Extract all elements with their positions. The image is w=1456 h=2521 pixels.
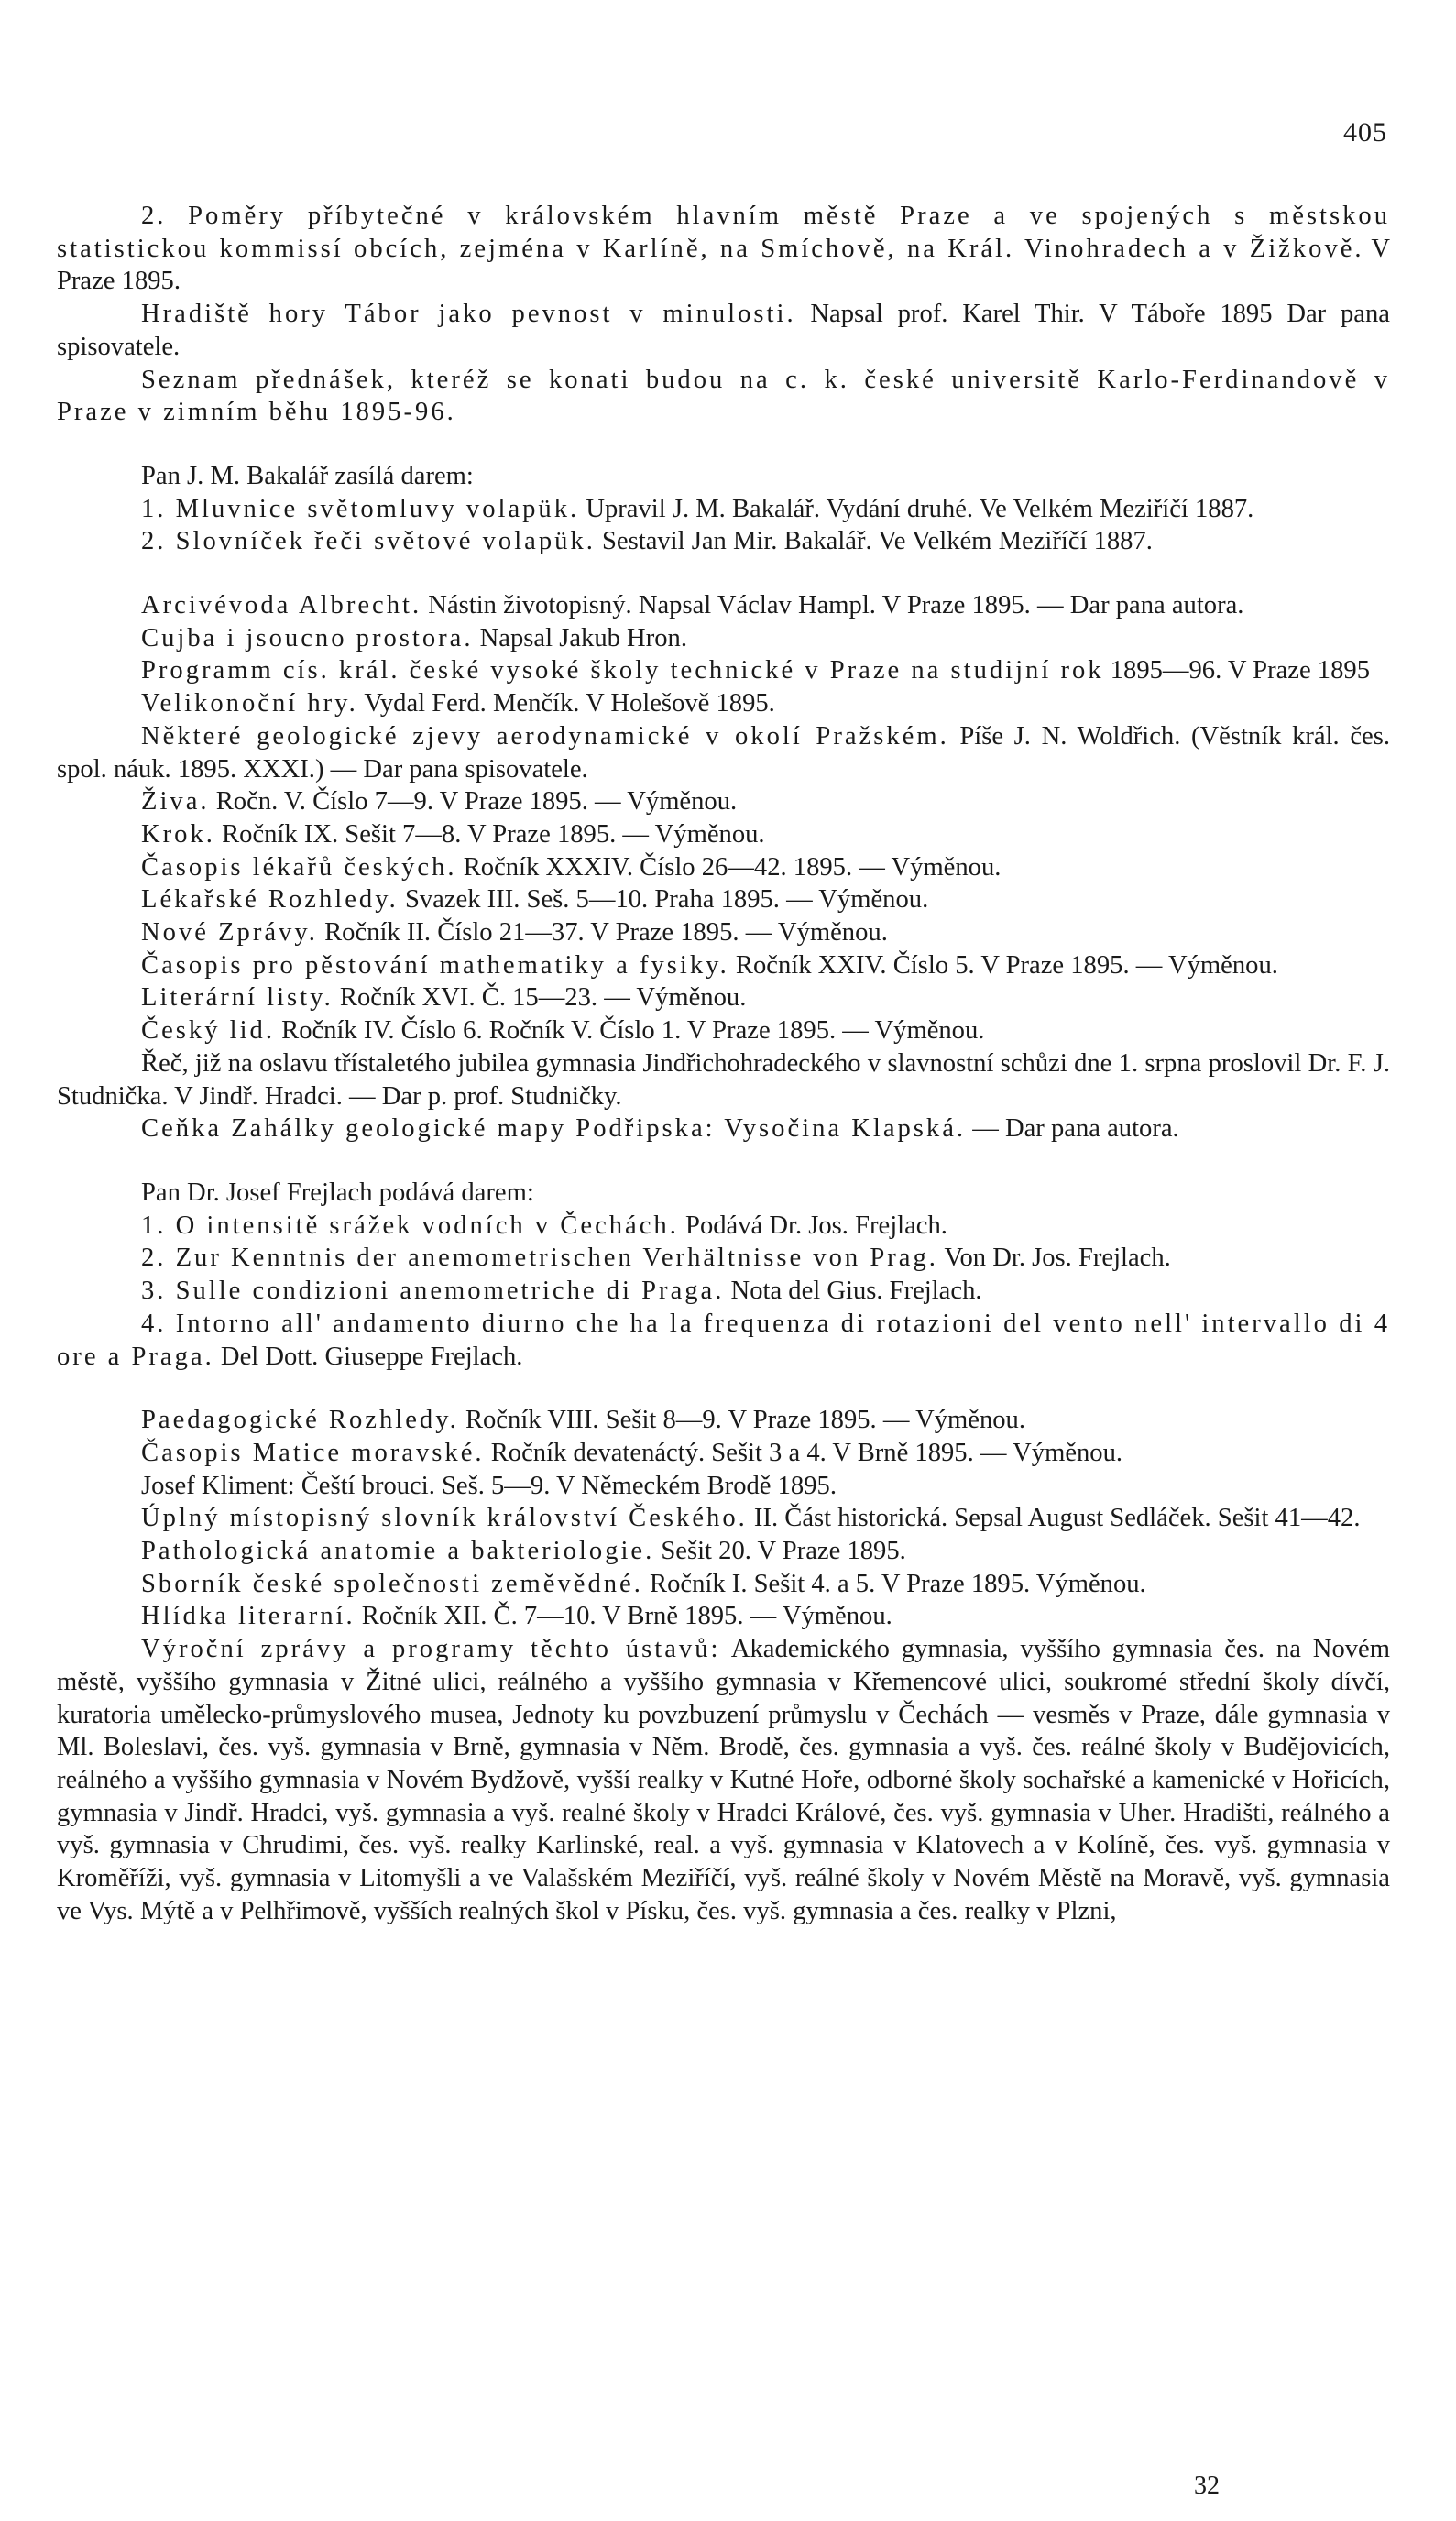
entry-details: Řeč, již na oslavu třístaletého jubilea gymnasia Jindřichohradeckého v slavnostní schůzi dne 1. srpna proslovil Dr. F. J. Studnička. V Jindř. Hradci. — Dar p. prof. Studničky. [57,1048,1390,1111]
section-gap [57,429,1390,460]
entry-title: 2. Slovníček řeči světové volapük. [141,527,596,556]
entry-title: 1. O intensitě srážek vodních v Čechách. [141,1211,679,1240]
entry-details: Ročník II. Číslo 21—37. V Praze 1895. — Výměnou. [317,918,888,948]
entry-details: Upravil J. M. Bakalář. Vydání druhé. Ve Velkém Meziříčí 1887. [579,494,1254,523]
entry-title: Časopis lékařů českých. [141,852,457,882]
entry-title: Úplný místopisný slovník království Českého. [141,1504,748,1533]
catalog-entry [57,1047,1390,1113]
catalog-entry [57,1568,1390,1601]
catalog-entry [57,1210,1390,1243]
entry-title: Programm cís. král. české vysoké školy technické v Praze na studijní rok [141,656,1104,685]
entry-details: Ročník VIII. Sešit 8—9. V Praze 1895. — Výměnou. [458,1406,1025,1435]
catalog-entry [57,916,1390,949]
entry-title: Velikonoční hry. [141,689,358,718]
entry-title: Časopis pro pěstování mathematiky a fysiky. [141,950,729,980]
entry-details: Pan Dr. Josef Frejlach podává darem: [141,1178,534,1207]
entry-title: Hlídka literarní. [141,1602,356,1631]
entry-details: Ročník XII. Č. 7—10. V Brně 1895. — Výměnou. [355,1602,892,1631]
catalog-entry [57,493,1390,526]
entry-details: Ročník IV. Číslo 6. Ročník V. Číslo 1. V Praze 1895. — Výměnou. [274,1016,985,1046]
catalog-entry [57,1113,1390,1145]
section-gap [57,1145,1390,1177]
entry-details: Píše J. N. Woldřich. (Věstník král. čes. spol. náuk. 1895. XXXI.) — Dar pana spisovatele. [57,721,1391,784]
entry-details: V Praze 1895. [57,234,1391,296]
entry-title: Seznam přednášek, kteréž se konati budou na c. k. české universitě Karlo-Ferdinandově v Praze v zimním běhu 1895-96. [57,365,1390,427]
entry-title: Hradiště hory Tábor jako pevnost v minulosti. [141,300,796,329]
catalog-entry [57,1014,1390,1047]
catalog-entry [57,1470,1390,1503]
catalog-entry [57,1600,1390,1633]
catalog-entry [57,525,1390,558]
entry-title: Časopis Matice moravské. [141,1438,485,1467]
entry-details: Nota del Gius. Frejlach. [724,1277,982,1306]
catalog-entry [57,460,1390,493]
entry-details: Ročník IX. Sešit 7—8. V Praze 1895. — Výměnou. [214,819,765,849]
section-gap [57,1373,1390,1404]
catalog-entry [57,654,1390,687]
catalog-entry [57,1437,1390,1470]
entry-details: Ročník XXXIV. Číslo 26—42. 1895. — Výměnou. [456,852,1002,882]
entry-details: Josef Kliment: Čeští brouci. Seš. 5—9. V Německém Brodě 1895. [141,1471,837,1500]
catalog-entry [57,1177,1390,1210]
entry-details: — Dar pana autora. [966,1114,1179,1144]
entry-details: Ročník devatenáctý. Sešit 3 a 4. V Brně 1895. — Výměnou. [484,1438,1123,1467]
catalog-entry [57,1308,1390,1373]
entry-title: 2. Poměry příbytečné v královském hlavním městě Praze a ve spojených s městskou statistickou kommissí obcích, zejména v Karlíně, na Smíchově, na Král. Vinohradech a v Žižkově. [57,202,1390,263]
entry-details: Podává Dr. Jos. Frejlach. [678,1211,947,1240]
book-page-text [57,200,1390,1927]
entry-title: 1. Mluvnice světomluvy volapük. [141,494,580,523]
entry-title: Krok. [141,819,215,849]
entry-details: Vydal Ferd. Menčík. V Holešově 1895. [357,689,775,718]
entry-title: Pathologická anatomie a bakteriologie. [141,1537,655,1566]
catalog-entry [57,200,1390,298]
entry-title: Nové Zprávy. [141,918,318,948]
catalog-entry [57,589,1390,622]
catalog-entry [57,818,1390,851]
catalog-entry [57,785,1390,818]
catalog-entry [57,687,1390,720]
entry-title: 4. Intorno all' andamento diurno che ha la frequenza di rotazioni del vento nell' intervallo di 4 ore a Praga. [57,1309,1390,1371]
entry-details: Del Dott. Giuseppe Frejlach. [213,1342,523,1371]
entry-details: Svazek III. Seš. 5—10. Praha 1895. — Výměnou. [398,885,929,915]
entry-details: Ročník I. Sešit 4. a 5. V Praze 1895. Výměnou. [642,1569,1146,1598]
catalog-entry [57,364,1390,429]
section-gap [57,558,1390,589]
entry-details: Napsal prof. Karel Thir. V Táboře 1895 Dar pana spisovatele. [57,300,1390,361]
entry-details: Napsal Jakub Hron. [473,623,687,652]
catalog-entry [57,298,1390,363]
entry-title: 2. Zur Kenntnis der anemometrischen Verhältnisse von Prag. [141,1244,938,1273]
catalog-entry [57,1404,1390,1437]
entry-title: Paedagogické Rozhledy. [141,1406,459,1435]
entry-details: Nástin životopisný. Napsal Václav Hampl. V Praze 1895. — Dar pana autora. [421,591,1244,620]
entry-details: 1895—96. V Praze 1895 [1103,656,1370,685]
entry-title: Sborník české společnosti zeměvědné. [141,1569,643,1598]
catalog-entry [57,720,1390,785]
entry-title: Některé geologické zjevy aerodynamické v okolí Pražském. [141,721,949,751]
entry-details: Pan J. M. Bakalář zasílá darem: [141,461,474,490]
entry-details: Sešit 20. V Praze 1895. [654,1537,906,1566]
catalog-entry [57,622,1390,655]
catalog-entry [57,1275,1390,1308]
entry-title: Výroční zprávy a programy těchto ústavů: [141,1635,721,1664]
entry-title: Lékařské Rozhledy. [141,885,399,915]
entry-title: Živa. [141,787,210,817]
entry-details: Akademického gymnasia, vyššího gymnasia čes. na Novém městě, vyššího gymnasia v Žitné ulici, reálného a vyššího gymnasia v Křemencové ulici, soukromé střední školy dívčí, kuratoria umělecko-průmyslového musea, Jednoty ku povzbuzení průmyslu v Čechách — vesměs v Praze, dále gymnasia v Ml. Boleslavi, čes. vyš. gymnasia v Brně, gymnasia v Něm. Brodě, čes. gymnasia a vyš. čes. reálné školy v Budějovicích, reálného a vyššího gymnasia v Novém Bydžově, vyšší realky v Kutné Hoře, odborné školy sochařské a kamenické v Hořicích, gymnasia v Jindř. Hradci, vyš. gymnasia a vyš. realné školy v Hradci Králové, čes. vyš. gymnasia v Uher. Hradišti, reálného a vyš. gymnasia v Chrudimi, čes. vyš. realky Karlinské, real. a vyš. gymnasia v Klatovech a v Kolíně, čes. vyš. gymnasia v Kroměříži, vyš. gymnasia v Litomyšli a ve Valašském Meziříčí, vyš. reálné školy v Novém Městě na Moravě, vyš. gymnasia ve Vys. Mýtě a v Pelhřimově, vyšších realných škol v Písku, čes. vyš. gymnasia a čes. realky v Plzni, [57,1635,1390,1925]
catalog-entry [57,851,1390,884]
catalog-entry [57,949,1390,982]
entry-details: Von Dr. Jos. Frejlach. [937,1244,1171,1273]
catalog-entry [57,1242,1390,1275]
catalog-entry [57,1633,1390,1927]
entry-details: Ročn. V. Číslo 7—9. V Praze 1895. — Výměnou. [209,787,738,817]
entry-details: Ročník XVI. Č. 15—23. — Výměnou. [333,983,747,1013]
entry-title: Arcivévoda Albrecht. [141,591,422,620]
entry-title: 3. Sulle condizioni anemometriche di Praga. [141,1277,725,1306]
entry-title: Ceňka Zahálky geologické mapy Podřipska: Vysočina Klapská. [141,1114,967,1144]
catalog-entry [57,981,1390,1014]
catalog-entry [57,1535,1390,1568]
entry-title: Český lid. [141,1016,275,1046]
entry-details: II. Část historická. Sepsal August Sedláček. Sešit 41—42. [747,1504,1361,1533]
catalog-entry [57,1502,1390,1535]
entry-title: Cujba i jsoucno prostora. [141,623,474,652]
entry-details: Sestavil Jan Mir. Bakalář. Ve Velkém Meziříčí 1887. [595,527,1153,556]
entry-title: Literární listy. [141,983,334,1013]
catalog-entry [57,883,1390,916]
page-number: 405 [1343,117,1387,148]
printer-signature: 32 [1194,2472,1220,2500]
entry-details: Ročník XXIV. Číslo 5. V Praze 1895. — Výměnou. [728,950,1278,980]
